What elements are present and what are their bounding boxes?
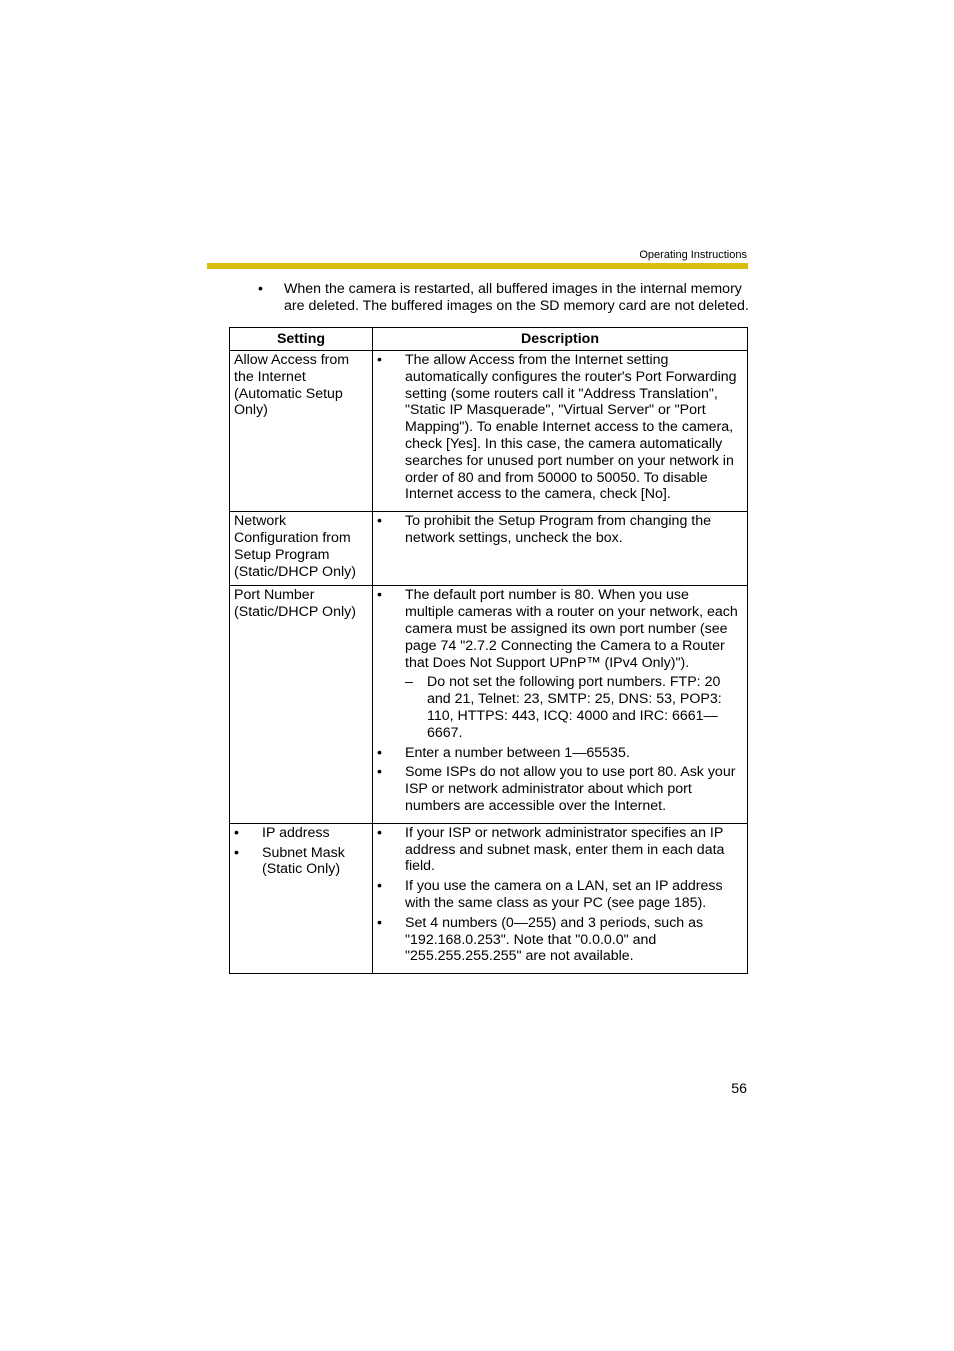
sub-list-item bbox=[405, 674, 741, 741]
bullet-marker: • bbox=[377, 513, 382, 530]
settings-table bbox=[229, 327, 748, 974]
list-item-text: To prohibit the Setup Program from changing the network settings, uncheck the box. bbox=[405, 513, 711, 546]
bullet-marker: • bbox=[377, 352, 382, 368]
running-header: Operating Instructions bbox=[639, 249, 747, 261]
setting-item-text: Subnet Mask (Static Only) bbox=[262, 844, 345, 878]
bullet-marker: • bbox=[377, 824, 382, 841]
bullet-marker: • bbox=[377, 744, 382, 761]
restart-note bbox=[258, 281, 753, 314]
description-cell bbox=[373, 512, 748, 586]
bullet-marker: • bbox=[258, 281, 263, 297]
list-item-text: Some ISPs do not allow you to use port 80. Ask your ISP or network administrator about which port numbers are accessible over the Internet. bbox=[405, 764, 736, 814]
table-row bbox=[230, 351, 748, 512]
bullet-marker: • bbox=[234, 824, 239, 841]
list-item bbox=[377, 352, 741, 503]
setting-item bbox=[234, 845, 369, 879]
list-item bbox=[377, 745, 741, 762]
setting-cell: Network Configuration from Setup Program (Static/DHCP Only) bbox=[230, 512, 373, 586]
setting-cell: Allow Access from the Internet (Automatic Setup Only) bbox=[230, 351, 373, 512]
list-item bbox=[377, 764, 741, 814]
setting-cell bbox=[230, 823, 373, 973]
bullet-marker: • bbox=[377, 914, 382, 931]
table-row bbox=[230, 512, 748, 586]
list-item bbox=[377, 587, 741, 671]
setting-item bbox=[234, 825, 369, 842]
header-rule bbox=[207, 263, 748, 269]
list-item bbox=[377, 878, 741, 912]
list-item bbox=[377, 513, 741, 547]
description-cell bbox=[373, 586, 748, 823]
list-item-text: If you use the camera on a LAN, set an IP address with the same class as your PC (see page 185). bbox=[405, 878, 723, 911]
table-row bbox=[230, 586, 748, 823]
bullet-marker: • bbox=[234, 844, 239, 861]
list-item-text: The default port number is 80. When you use multiple cameras with a router on your network, each camera must be assigned its own port number (see page 74 "2.7.2 Connecting the Camera to a Router that Does Not Support UPnP™ (IPv4 Only)"). bbox=[405, 587, 738, 671]
description-cell bbox=[373, 351, 748, 512]
col-header-description: Description bbox=[373, 328, 748, 351]
sub-list-item-text: Do not set the following port numbers. FTP: 20 and 21, Telnet: 23, SMTP: 25, DNS: 53, POP3: 110, HTTPS: 443, ICQ: 4000 and IRC: 6661—6667. bbox=[427, 674, 722, 741]
list-item-text: The allow Access from the Internet setting automatically configures the router's Port Forwarding setting (some routers call it "Address Translation", "Static IP Masquerade", "Virtual Server" or "Port Mapping"). To enable Internet access to the camera, check [Yes]. In this case, the camera automatically searches for unused port number on your network in order of 80 and from 50000 to 50050. To disable Internet access to the camera, check [No]. bbox=[405, 352, 737, 503]
list-item-text: Enter a number between 1—65535. bbox=[405, 744, 630, 761]
col-header-setting: Setting bbox=[230, 328, 373, 351]
list-item bbox=[377, 825, 741, 875]
list-item bbox=[377, 915, 741, 965]
bullet-marker: • bbox=[377, 764, 382, 781]
bullet-marker: • bbox=[377, 878, 382, 895]
bullet-marker: • bbox=[377, 587, 382, 604]
note-text: When the camera is restarted, all buffered images in the internal memory are deleted. The buffered images on the SD memory card are not deleted. bbox=[284, 281, 749, 314]
dash-marker: – bbox=[405, 674, 413, 691]
setting-item-text: IP address bbox=[262, 824, 330, 841]
list-item-text: If your ISP or network administrator specifies an IP address and subnet mask, enter them in each data field. bbox=[405, 824, 725, 875]
list-item-text: Set 4 numbers (0—255) and 3 periods, such as "192.168.0.253". Note that "0.0.0.0" and "255.255.255.255" are not available. bbox=[405, 914, 704, 965]
setting-cell: Port Number (Static/DHCP Only) bbox=[230, 586, 373, 823]
table-header-row bbox=[230, 328, 748, 351]
page-number: 56 bbox=[731, 1081, 747, 1097]
table-row bbox=[230, 823, 748, 973]
description-cell bbox=[373, 823, 748, 973]
